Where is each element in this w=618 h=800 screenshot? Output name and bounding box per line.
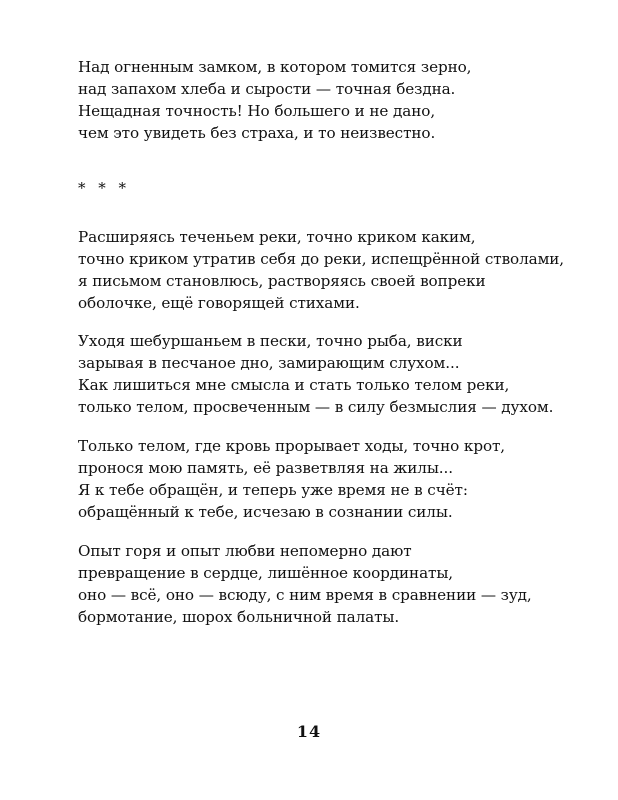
- poem-line: Как лишиться мне смысла и стать только телом реки,: [78, 376, 510, 394]
- stanza-2: [78, 330, 598, 418]
- poem-line: Опыт горя и опыт любви непомерно дают: [78, 542, 412, 560]
- poem-line: над запахом хлеба и сырости — точная бездна.: [78, 80, 456, 98]
- poem-line: Расширяясь теченьем реки, точно криком каким,: [78, 228, 476, 246]
- poem-line: Над огненным замком, в котором томится зерно,: [78, 58, 472, 76]
- poem-line: Уходя шебуршаньем в пески, точно рыба, виски: [78, 332, 463, 350]
- poem-line: точно криком утратив себя до реки, испещрённой стволами,: [78, 250, 565, 268]
- stanza-3: [78, 435, 598, 523]
- stanza-4: [78, 540, 598, 628]
- poem-line: Нещадная точность! Но большего и не дано,: [78, 102, 436, 120]
- poem-line: превращение в сердце, лишённое координаты,: [78, 564, 454, 582]
- poem-line: оболочке, ещё говорящей стихами.: [78, 294, 360, 312]
- poem-line: я письмом становлюсь, растворяясь своей вопреки: [78, 272, 486, 290]
- poem-line: зарывая в песчаное дно, замирающим слухом...: [78, 354, 460, 372]
- poem-line: Только телом, где кровь прорывает ходы, точно крот,: [78, 437, 506, 455]
- page-number: 14: [296, 722, 322, 741]
- stanza-top: [78, 56, 598, 144]
- poem-line: только телом, просвеченным — в силу безмыслия — духом.: [78, 398, 554, 416]
- section-separator: * * *: [78, 179, 131, 197]
- poem-line: бормотание, шорох больничной палаты.: [78, 608, 400, 626]
- poem-line: оно — всё, оно — всюду, с ним время в сравнении — зуд,: [78, 586, 532, 604]
- stanza-1: [78, 226, 598, 314]
- poem-line: обращённый к тебе, исчезаю в сознании силы.: [78, 503, 453, 521]
- poem-line: пронося мою память, её разветвляя на жилы...: [78, 459, 453, 477]
- poem-line: Я к тебе обращён, и теперь уже время не в счёт:: [78, 481, 468, 499]
- poem-line: чем это увидеть без страха, и то неизвестно.: [78, 124, 436, 142]
